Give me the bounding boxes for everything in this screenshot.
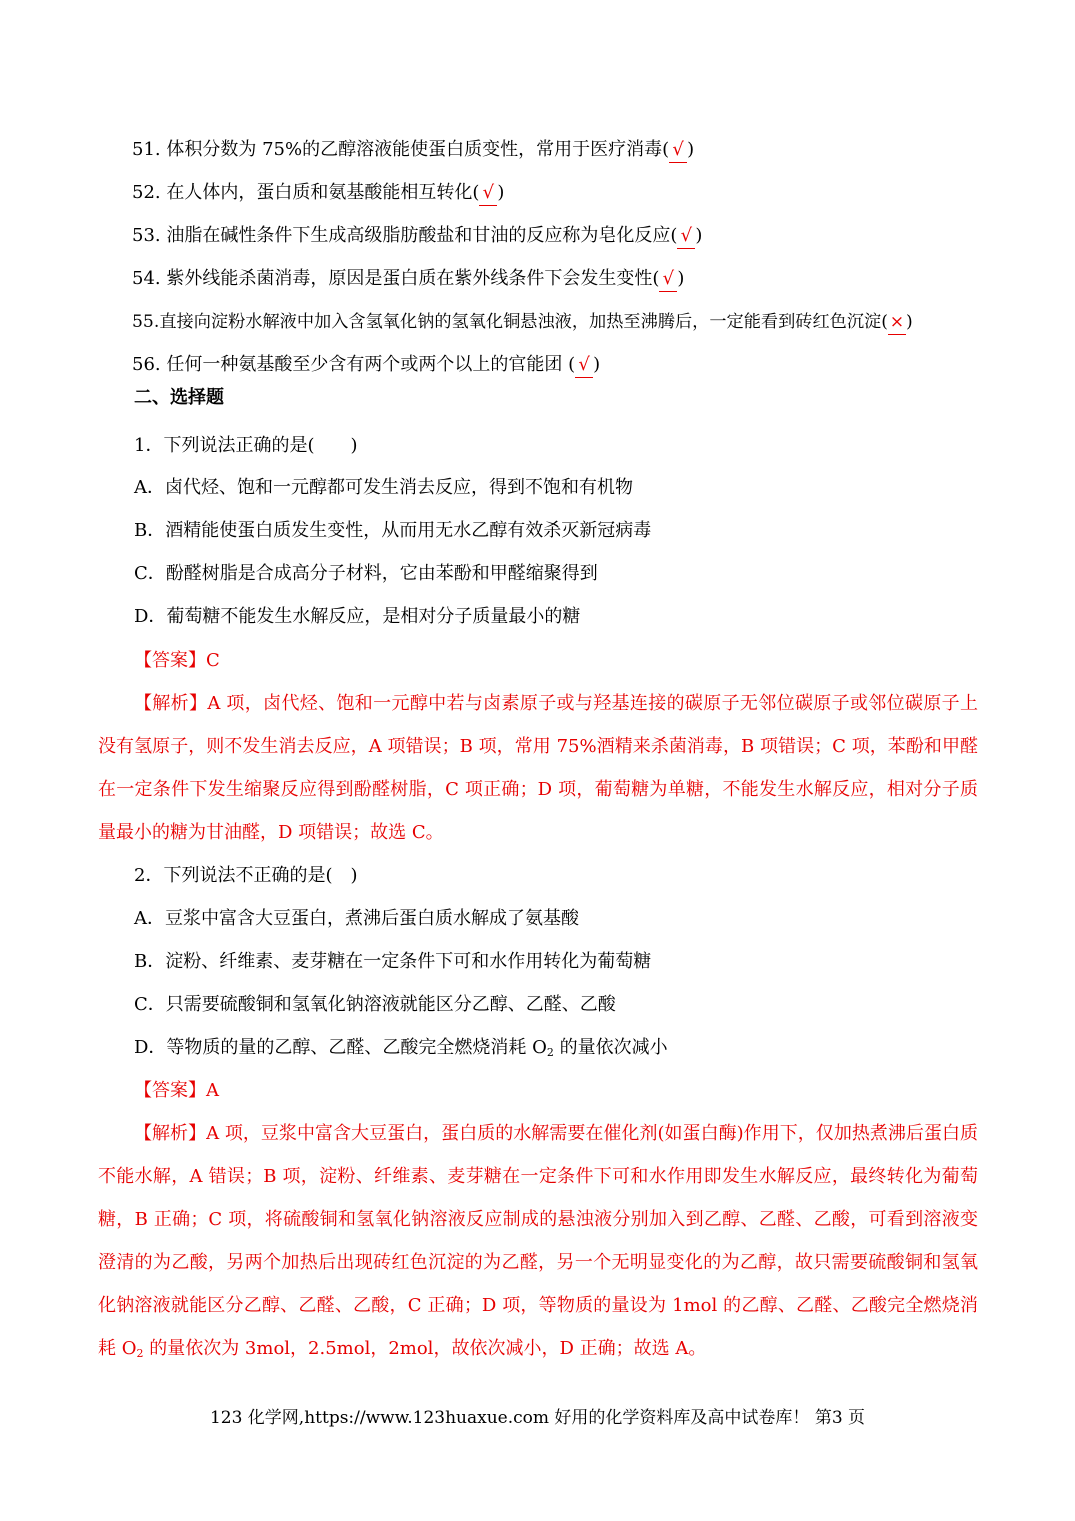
cross-mark: × [888,310,906,335]
option-text-end: 的量依次减小 [553,1037,668,1058]
answer-value: A [206,1080,219,1101]
subscript: 2 [546,1046,554,1059]
question-1-stem: 1．下列说法正确的是( ) [134,435,358,456]
page-footer: 123 化学网,https://www.123huaxue.com 好用的化学资料库及高中试卷库！ 第3 页 [209,1408,866,1428]
analysis-text: A 项，卤代烃、饱和一元醇中若与卤素原子或与羟基连接的碳原子无邻位碳原子或邻位碳原子上没有氢原子，则不发生消去反应，A 项错误；B 项，常用 75%酒精来杀菌消毒，B 项错误；C 项，苯酚和甲醛在一定条件下发生缩聚反应得到酚醛树脂，C 项正确；D 项，葡萄糖为单糖，不能发生水解反应，相对分子质量最小的糖为甘油醛，D 项错误；故选 C。 [98,693,978,843]
question-2-option-d [134,1036,668,1060]
item-text: 油脂在碱性条件下生成高级脂肪酸盐和甘油的反应称为皂化反应( [166,225,678,246]
analysis-text-end: 的量依次为 3mol，2.5mol，2mol，故依次减小，D 正确；故选 A。 [143,1338,707,1359]
question-2-option-b: B．淀粉、纤维素、麦芽糖在一定条件下可和水作用转化为葡萄糖 [134,951,652,972]
item-text: 直接向淀粉水解液中加入含氢氧化钠的氢氧化铜悬浊液，加热至沸腾后，一定能看到砖红色沉淀( [159,312,888,332]
item-number: 52. [132,182,161,203]
answer-value: C [206,650,220,671]
item-number: 53. [132,225,161,246]
tf-item-56 [132,353,600,378]
question-1-answer [134,649,220,673]
question-1-option-b: B．酒精能使蛋白质发生变性，从而用无水乙醇有效杀灭新冠病毒 [134,520,652,541]
close-paren: ) [677,268,685,289]
item-number: 54. [132,268,161,289]
analysis-text: A 项，豆浆中富含大豆蛋白，蛋白质的水解需要在催化剂(如蛋白酶)作用下，仅加热煮沸后蛋白质不能水解，A 错误；B 项，淀粉、纤维素、麦芽糖在一定条件下可和水作用即发生水解反应，最终转化为葡萄糖，B 正确；C 项，将硫酸铜和氢氧化钠溶液反应制成的悬浊液分别加入到乙醇、乙醛、乙酸，可看到溶液变澄清的为乙酸，另两个加热后出现砖红色沉淀的为乙醛，另一个无明显变化的为乙醇，故只需要硫酸铜和氢氧化钠溶液就能区分乙醇、乙醛、乙酸，C 正确；D 项，等物质的量设为 1mol 的乙醇、乙醛、乙酸完全燃烧消耗 O [98,1123,978,1359]
question-1-option-a: A．卤代烃、饱和一元醇都可发生消去反应，得到不饱和有机物 [134,477,633,498]
check-mark: √ [677,224,695,249]
question-2-option-a: A．豆浆中富含大豆蛋白，煮沸后蛋白质水解成了氨基酸 [134,908,579,929]
check-mark: √ [659,267,677,292]
analysis-label: 【解析】 [134,693,208,714]
question-2-answer [134,1079,219,1103]
check-mark: √ [575,353,593,378]
tf-item-53 [132,224,702,249]
question-1-option-d: D．葡萄糖不能发生水解反应，是相对分子质量最小的糖 [134,606,581,627]
option-text: D．等物质的量的乙醇、乙醛、乙酸完全燃烧消耗 O [134,1037,547,1058]
item-text: 任何一种氨基酸至少含有两个或两个以上的官能团 ( [166,354,576,375]
item-number: 51. [132,139,161,160]
tf-item-51 [132,138,694,163]
close-paren: ) [905,312,913,332]
question-1-analysis [98,682,978,854]
close-paren: ) [593,354,601,375]
item-text: 在人体内，蛋白质和氨基酸能相互转化( [166,182,480,203]
close-paren: ) [695,225,703,246]
answer-label: 【答案】 [134,650,206,671]
question-1-option-c: C．酚醛树脂是合成高分子材料，它由苯酚和甲醛缩聚得到 [134,563,598,584]
subscript: 2 [136,1347,144,1360]
close-paren: ) [497,182,505,203]
question-2-stem: 2．下列说法不正确的是( ) [134,865,358,886]
item-text: 体积分数为 75%的乙醇溶液能使蛋白质变性，常用于医疗消毒( [166,139,670,160]
tf-item-54 [132,267,684,292]
tf-item-55 [132,310,913,335]
item-number: 56. [132,354,161,375]
check-mark: √ [669,138,687,163]
tf-item-52 [132,181,504,206]
check-mark: √ [479,181,497,206]
question-2-option-c: C．只需要硫酸铜和氢氧化钠溶液就能区分乙醇、乙醛、乙酸 [134,994,616,1015]
section-title: 二、选择题 [134,387,224,408]
question-2-analysis [98,1112,978,1370]
item-number: 55. [132,312,160,332]
close-paren: ) [687,139,695,160]
answer-label: 【答案】 [134,1080,206,1101]
item-text: 紫外线能杀菌消毒，原因是蛋白质在紫外线条件下会发生变性( [166,268,660,289]
analysis-label: 【解析】 [134,1123,207,1144]
